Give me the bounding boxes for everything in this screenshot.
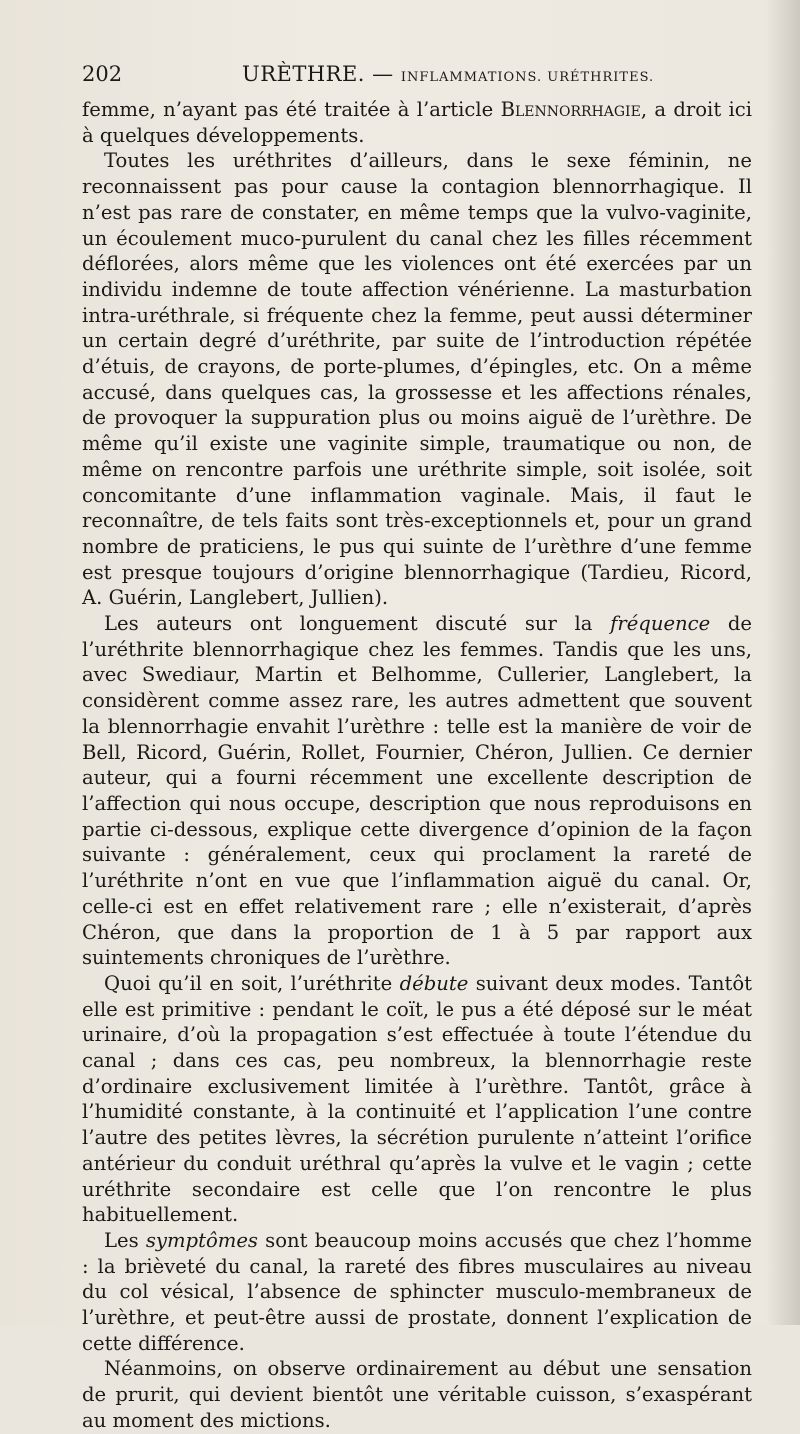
paragraph-frequency: Les auteurs ont longuement discuté sur la fréquence de l’uréthrite blennorrhagique chez les femmes. Tandis que les uns, avec Swediaur, Martin et Belhomme, Cullerier, Langlebert, la considèrent comme assez rare, les autres admettent que souvent la blennorrhagie envahit l’urèthre : telle est la manière de voir de Bell, Ricord, Guérin, Rollet, Fournier, Chéron, Jullien. Ce dernier auteur, qui a fourni récemment une excellente description de l’affection qui nous occupe, description que nous reproduisons en partie ci-dessous, explique cette divergence d’opinion de la façon suivante : généralement, ceux qui proclament la rareté de l’uréthrite n’ont en vue que l’inflammation aiguë du canal. Or, celle-ci est en effet relativement rare ; elle n’existerait, d’après Chéron, que dans la proportion de 1 à 5 par rapport aux suintements chroniques de l’urèthre. [82,612,752,970]
article-reference: Blennorrhagie [500,98,641,121]
emphasis-symptomes: symptômes [145,1228,258,1252]
running-header [82,58,752,90]
header-section: INFLAMMATIONS. URÉTHRITES. [400,70,655,85]
paragraph-sensation: Néanmoins, on observe ordinairement au début une sensation de prurit, qui devient bientôt une véritable cuisson, s’exaspérant au moment des mictions. [82,1357,752,1432]
emphasis-frequence: fréquence [610,612,711,636]
emphasis-debute: débute [399,971,469,995]
header-dash: — [364,62,401,86]
paragraph-continuation: femme, n’ayant pas été traitée à l’article Blennorrhagie, a droit ici à quelques développements. [82,98,753,147]
body-text [82,97,752,1434]
paragraph-onset: Quoi qu’il en soit, l’uréthrite débute suivant deux modes. Tantôt elle est primitive : pendant le coït, le pus a été déposé sur le méat urinaire, d’où la propagation s’est effectuée à toute l’étendue du canal ; dans ces cas, peu nombreux, la blennorrhagie reste d’ordinaire exclusivement limitée à l’urèthre. Tantôt, grâce à l’humidité constante, à la continuité et l’application l’une contre l’autre des petites lèvres, la sécrétion purulente n’atteint l’orifice antérieur du conduit uréthral qu’après la vulve et le vagin ; cette uréthrite secondaire est celle que l’on rencontre le plus habituellement. [82,971,752,1227]
paragraph-symptoms: Les symptômes sont beaucoup moins accusés que chez l’homme : la brièveté du canal, la rareté des fibres musculaires au niveau du col vésical, l’absence de sphincter musculo-membraneux de l’urèthre, et peut-être aussi de prostate, donnent l’explication de cette différence. [82,1228,752,1355]
running-title [242,58,654,94]
page-edge-shadow [766,0,800,1325]
paragraph-causes: Toutes les uréthrites d’ailleurs, dans le sexe féminin, ne reconnaissent pas pour cause la contagion blennorrhagique. Il n’est pas rare de constater, en même temps que la vulvo-vaginite, un écoulement muco-purulent du canal chez les filles récemment déflorées, alors même que les violences ont été exercées par un individu indemne de toute affection vénérienne. La masturbation intra-uréthrale, si fréquente chez la femme, peut aussi déterminer un certain degré d’uréthrite, par suite de l’introduction répétée d’étuis, de crayons, de porte-plumes, d’épingles, etc. On a même accusé, dans quelques cas, la grossesse et les affections rénales, de provoquer la suppuration plus ou moins aiguë de l’urèthre. De même qu’il existe une vaginite simple, traumatique ou non, de même on rencontre parfois une uréthrite simple, soit isolée, soit concomitante d’une inflammation vaginale. Mais, il faut le reconnaître, de tels faits sont très-exceptionnels et, pour un grand nombre de praticiens, le pus qui suinte de l’urèthre d’une femme est presque toujours d’origine blennorrhagique (Tardieu, Ricord, A. Guérin, Langlebert, Jullien). [82,149,752,610]
page-number: 202 [82,62,123,86]
header-title: URÈTHRE. [242,62,365,86]
